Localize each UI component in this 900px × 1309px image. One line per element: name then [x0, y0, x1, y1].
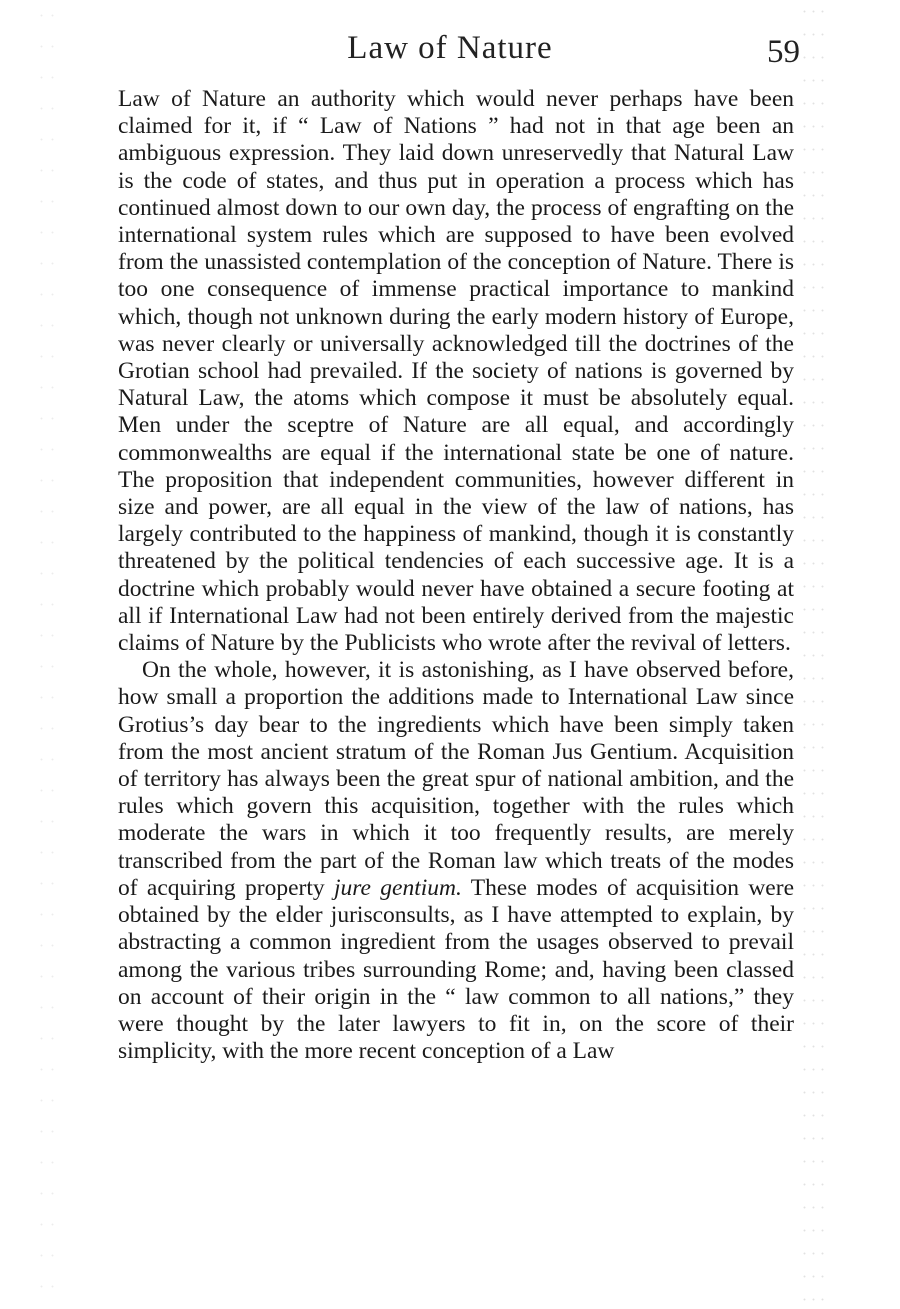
paragraph-2-text-end: These modes of acquisition were obtained by the elder jurisconsults, as I have attempted to explain, by abstracting a common ingredient from the usages observed to prevail among the various tribes surrounding Rome; and, having been classed on account of their origin in the “ law common to all nations,” they were thought by the later lawyers to fit in, on the score of their simplicity, with the more recent conception of a Law	[118, 874, 794, 1065]
body-text	[118, 86, 794, 1065]
paragraph-2-latin-phrase: jure gentium.	[333, 874, 462, 901]
paragraph-2-text-start: On the whole, however, it is astonishing, as I have observed before, how small a proportion the additions made to International Law since Grotius’s day bear to the ingredients which have been simply taken from the most ancient stratum of the Roman Jus Gentium. Acquisition of territory has always been the great spur of national ambition, and the rules which govern this acquisition, together with the rules which moderate the wars in which it too frequently results, are merely transcribed from the part of the Roman law which treats of the modes of acquiring property	[118, 657, 794, 901]
paragraph-2	[118, 657, 794, 1065]
running-head-title: Law of Nature	[347, 30, 553, 66]
scan-speckle-left	[36, 0, 58, 1309]
paragraph-1: Law of Nature an authority which would never perhaps have been claimed for it, if “ Law of Nations ” had not in that age been an ambiguous expression. They laid down unreservedly that Natural Law is the code of states, and thus put in operation a process which has continued almost down to our own day, the process of engrafting on the international system rules which are supposed to have been evolved from the unassisted contemplation of the conception of Nature. There is too one consequence of immense practical importance to mankind which, though not unknown during the early modern history of Europe, was never clearly or universally acknowledged till the doctrines of the Grotian school had prevailed. If the society of nations is governed by Natural Law, the atoms which compose it must be absolutely equal. Men under the sceptre of Nature are all equal, and accordingly commonwealths are equal if the international state be one of nature. The proposition that independent communities, however different in size and power, are all equal in the view of the law of nations, has largely contributed to the happiness of mankind, though it is constantly threatened by the political tendencies of each successive age. It is a doctrine which probably would never have obtained a secure footing at all if International Law had not been entirely derived from the majestic claims of Nature by the Publicists who wrote after the revival of letters.	[118, 86, 794, 657]
scan-speckle-right	[800, 0, 830, 1309]
page-number: 59	[767, 34, 800, 70]
